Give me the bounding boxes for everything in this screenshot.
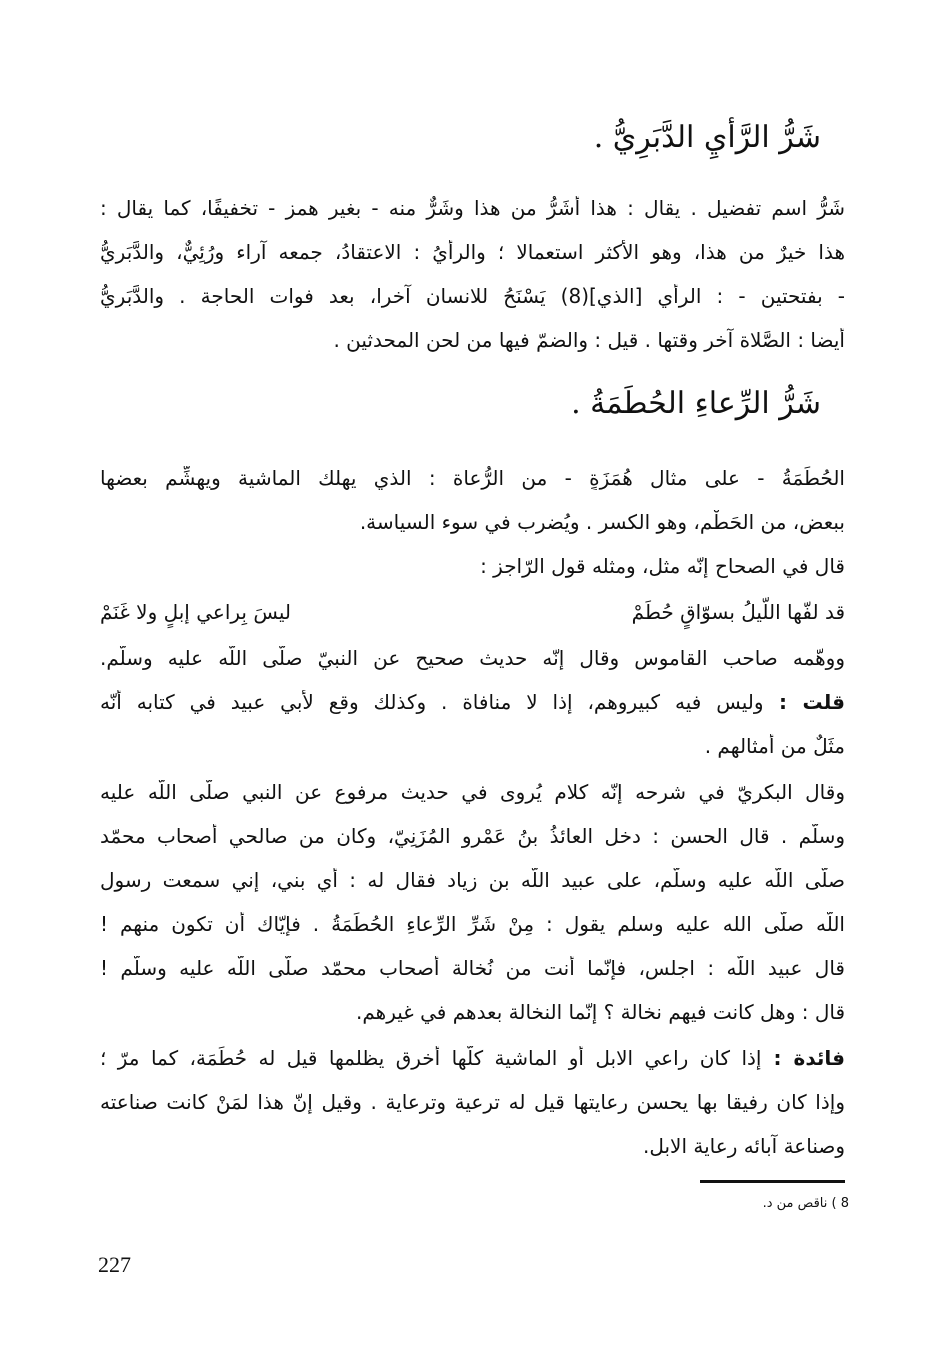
paragraph-line: هذا خيرٌ من هذا، وهو الأكثر استعمالا ؛ والرأيُ : الاعتقادُ، جمعه آراء ورُئِيٌّ، والدَّبَرِيُّ	[100, 240, 845, 264]
paragraph-line: قال في الصحاح إنّه مثل، ومثله قول الرّاجز :	[480, 554, 845, 578]
section-heading-2: شَرُّ الرِّعاءِ الحُطَمَةُ .	[571, 386, 821, 421]
footnote-separator	[700, 1180, 845, 1183]
qultu-text: وليس فيه كبيروهم، إذا لا منافاة . وكذلك وقع لأبي عبيد في كتابه أنّه	[100, 690, 764, 714]
verse-hemistich-first: قد لفّها اللّيلُ بسوّاقٍ حُطَمْ	[631, 600, 845, 624]
paragraph-line: وإذا كان رفيقا بها يحسن رعايتها قيل له ترعية وترعاية . وقيل إنّ هذا لمَنْ كانت صناعته	[100, 1090, 845, 1114]
paragraph-line: وسلّم . قال الحسن : دخل العائذُ بنُ عَمْرو المُزَنِيّ، وكان من صالحي أصحاب محمّد	[100, 824, 845, 848]
faida-text: إذا كان راعي الابل أو الماشية كلّها أخرق يظلمها قيل له حُطَمَة، كما مرّ ؛	[100, 1046, 762, 1070]
paragraph-line: ووهّمه صاحب القاموس وقال إنّه حديث صحيح عن النبيّ صلّى اللّه عليه وسلّم.	[100, 646, 845, 670]
faida-label: فائدة :	[761, 1046, 845, 1070]
paragraph-line: قال عبيد اللّه : اجلس، فإنّما أنت من نُخالة أصحاب محمّد صلّى اللّه عليه وسلّم !	[100, 956, 845, 980]
verse-hemistich-second: ليسَ بِراعي إبلٍ ولا غَنَمْ	[100, 600, 291, 624]
section-heading-1: شَرُّ الرَّأيِ الدَّبَرِيُّ .	[593, 120, 821, 155]
paragraph-line: - بفتحتين - : الرأي [الذي](8) يَسْنَحُ للانسان آخرا، بعد فوات الحاجة . والدَّبَرِيُّ	[100, 284, 845, 308]
paragraph-line: مثَلٌ من أمثالهم .	[704, 734, 845, 758]
paragraph-line: وصناعة آبائه رعاية الابل.	[642, 1134, 845, 1158]
paragraph-line: وقال البكريّ في شرحه إنّه كلام يُروى في حديث مرفوع عن النبي صلّى اللّه عليه	[100, 780, 845, 804]
paragraph-line: صلّى اللّه عليه وسلّم، على عبيد اللّه بن زياد فقال له : أي بني، إني سمعت رسول	[100, 868, 845, 892]
page-number: 227	[98, 1252, 131, 1277]
poetry-verse	[100, 600, 845, 630]
paragraph-line: ببعض، من الحَطْمِ، وهو الكسر . ويُضرب في سوء السياسة.	[359, 510, 845, 534]
paragraph-line: الحُطَمَةُ - على مثال هُمَزَةٍ - من الرُّعاة : الذي يهلك الماشية ويهشِّم بعضها	[100, 466, 845, 490]
paragraph-line: اللّه صلّى الله عليه وسلم يقول : مِنْ شَرِّ الرِّعاءِ الحُطَمَةُ . فإيّاك أن تكون منهم !	[100, 912, 845, 936]
qultu-label: قلت :	[763, 690, 845, 714]
footnote: 8 ) ناقص من د.	[762, 1196, 849, 1211]
paragraph-line: أيضا : الصَّلاة آخر وقتها . قيل : والضمّ فيها من لحن المحدثين .	[333, 328, 845, 352]
qultu-line	[100, 690, 845, 714]
faida-line	[100, 1046, 845, 1070]
paragraph-line: قال : وهل كانت فيهم نخالة ؟ إنّما النخالة بعدهم في غيرهم.	[356, 1000, 845, 1024]
paragraph-line: شَرُّ اسم تفضيل . يقال : هذا أشَرُّ من هذا وشَرٌّ منه - بغير همز - تخفيفًا، كما يقال :	[100, 196, 845, 220]
